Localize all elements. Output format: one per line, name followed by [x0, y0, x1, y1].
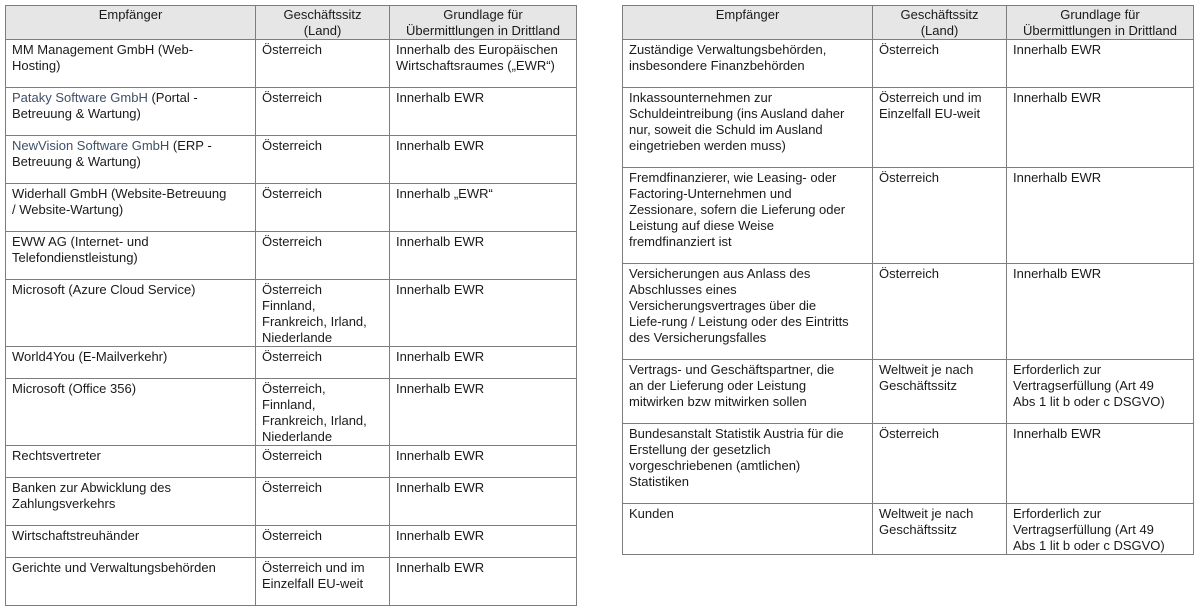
basis-cell: Innerhalb EWR [390, 379, 577, 446]
country-cell: Österreich [256, 136, 390, 184]
country-cell: Österreich [256, 446, 390, 478]
table-row [6, 558, 577, 606]
country-cell: Österreich [256, 347, 390, 379]
basis-cell: Innerhalb EWR [390, 526, 577, 558]
basis-cell: Innerhalb „EWR“ [390, 184, 577, 232]
recipient-name: NewVision Software GmbH [12, 138, 170, 153]
recipient-detail: (Portal - Betreuung & Wartung) [12, 90, 198, 121]
country-cell: Österreich, Finnland, Frankreich, Irland, Niederlande [256, 379, 390, 446]
recipient-cell: Fremdfinanzierer, wie Leasing- oder Factoring-Unternehmen und Zessionare, sofern die Lieferung oder Leistung auf diese Weise fremdfinanziert ist [623, 168, 873, 264]
header-row [623, 6, 1194, 40]
recipient-cell: Microsoft (Azure Cloud Service) [6, 280, 256, 347]
table-row [623, 168, 1194, 264]
basis-cell: Innerhalb EWR [1007, 264, 1194, 360]
basis-cell: Innerhalb des Europäischen Wirtschaftsraumes („EWR“) [390, 40, 577, 88]
table-row [6, 280, 577, 347]
table-row [623, 264, 1194, 360]
country-cell: Österreich [873, 40, 1007, 88]
basis-cell: Innerhalb EWR [390, 446, 577, 478]
country-cell: Weltweit je nach Geschäftssitz [873, 504, 1007, 555]
basis-cell: Innerhalb EWR [390, 136, 577, 184]
country-cell: Österreich Finnland, Frankreich, Irland, Niederlande [256, 280, 390, 347]
table-row [623, 40, 1194, 88]
recipient-name: Pataky Software GmbH [12, 90, 148, 105]
country-cell: Österreich [256, 526, 390, 558]
table-row [623, 424, 1194, 504]
basis-cell: Innerhalb EWR [390, 347, 577, 379]
basis-cell: Innerhalb EWR [390, 558, 577, 606]
recipient-cell: MM Management GmbH (Web- Hosting) [6, 40, 256, 88]
table-row [623, 504, 1194, 555]
header-country: Geschäftssitz (Land) [873, 6, 1007, 40]
recipient-cell: Wirtschaftstreuhänder [6, 526, 256, 558]
country-cell: Österreich [256, 184, 390, 232]
table-row [6, 184, 577, 232]
header-country: Geschäftssitz (Land) [256, 6, 390, 40]
recipient-cell: Gerichte und Verwaltungsbehörden [6, 558, 256, 606]
country-cell: Österreich [256, 88, 390, 136]
recipient-cell: Microsoft (Office 356) [6, 379, 256, 446]
table-row [6, 446, 577, 478]
recipients-table-right [622, 5, 1194, 555]
recipient-cell: Bundesanstalt Statistik Austria für die Erstellung der gesetzlich vorgeschriebenen (amtlichen) Statistiken [623, 424, 873, 504]
basis-cell: Innerhalb EWR [1007, 424, 1194, 504]
country-cell: Österreich und im Einzelfall EU-weit [256, 558, 390, 606]
recipients-table-left [5, 5, 577, 606]
header-basis: Grundlage für Übermittlungen in Drittland [1007, 6, 1194, 40]
country-cell: Österreich und im Einzelfall EU-weit [873, 88, 1007, 168]
table-row [6, 478, 577, 526]
header-row [6, 6, 577, 40]
basis-cell: Innerhalb EWR [1007, 40, 1194, 88]
recipient-cell: Widerhall GmbH (Website-Betreuung / Website-Wartung) [6, 184, 256, 232]
table-row [6, 88, 577, 136]
header-recipient: Empfänger [6, 6, 256, 40]
header-recipient: Empfänger [623, 6, 873, 40]
header-basis: Grundlage für Übermittlungen in Drittland [390, 6, 577, 40]
recipient-cell [6, 136, 256, 184]
country-cell: Österreich [873, 424, 1007, 504]
country-cell: Österreich [873, 168, 1007, 264]
recipient-cell: Versicherungen aus Anlass des Abschlusses eines Versicherungsvertrages über die Liefe-rung / Leistung oder des Eintritts des Versicherungsfalles [623, 264, 873, 360]
country-cell: Österreich [256, 232, 390, 280]
recipient-cell: Rechtsvertreter [6, 446, 256, 478]
recipient-cell: Kunden [623, 504, 873, 555]
country-cell: Österreich [873, 264, 1007, 360]
recipient-cell: World4You (E-Mailverkehr) [6, 347, 256, 379]
recipient-cell [6, 88, 256, 136]
table-row [623, 88, 1194, 168]
basis-cell: Innerhalb EWR [390, 232, 577, 280]
basis-cell: Innerhalb EWR [1007, 88, 1194, 168]
recipient-cell: Vertrags- und Geschäftspartner, die an der Lieferung oder Leistung mitwirken bzw mitwirken sollen [623, 360, 873, 424]
recipient-cell: EWW AG (Internet- und Telefondienstleistung) [6, 232, 256, 280]
table-row [6, 379, 577, 446]
basis-cell: Erforderlich zur Vertragserfüllung (Art 49 Abs 1 lit b oder c DSGVO) [1007, 504, 1194, 555]
table-row [6, 347, 577, 379]
table-row [6, 40, 577, 88]
basis-cell: Innerhalb EWR [1007, 168, 1194, 264]
table-row [6, 526, 577, 558]
table-row [6, 136, 577, 184]
country-cell: Österreich [256, 478, 390, 526]
recipient-cell: Banken zur Abwicklung des Zahlungsverkehrs [6, 478, 256, 526]
recipient-cell: Zuständige Verwaltungsbehörden, insbesondere Finanzbehörden [623, 40, 873, 88]
basis-cell: Innerhalb EWR [390, 280, 577, 347]
country-cell: Weltweit je nach Geschäftssitz [873, 360, 1007, 424]
basis-cell: Erforderlich zur Vertragserfüllung (Art 49 Abs 1 lit b oder c DSGVO) [1007, 360, 1194, 424]
recipient-detail: (ERP - Betreuung & Wartung) [12, 138, 212, 169]
basis-cell: Innerhalb EWR [390, 478, 577, 526]
country-cell: Österreich [256, 40, 390, 88]
basis-cell: Innerhalb EWR [390, 88, 577, 136]
table-row [623, 360, 1194, 424]
recipient-cell: Inkassounternehmen zur Schuldeintreibung (ins Ausland daher nur, soweit die Schuld im Ausland eingetrieben werden muss) [623, 88, 873, 168]
table-row [6, 232, 577, 280]
